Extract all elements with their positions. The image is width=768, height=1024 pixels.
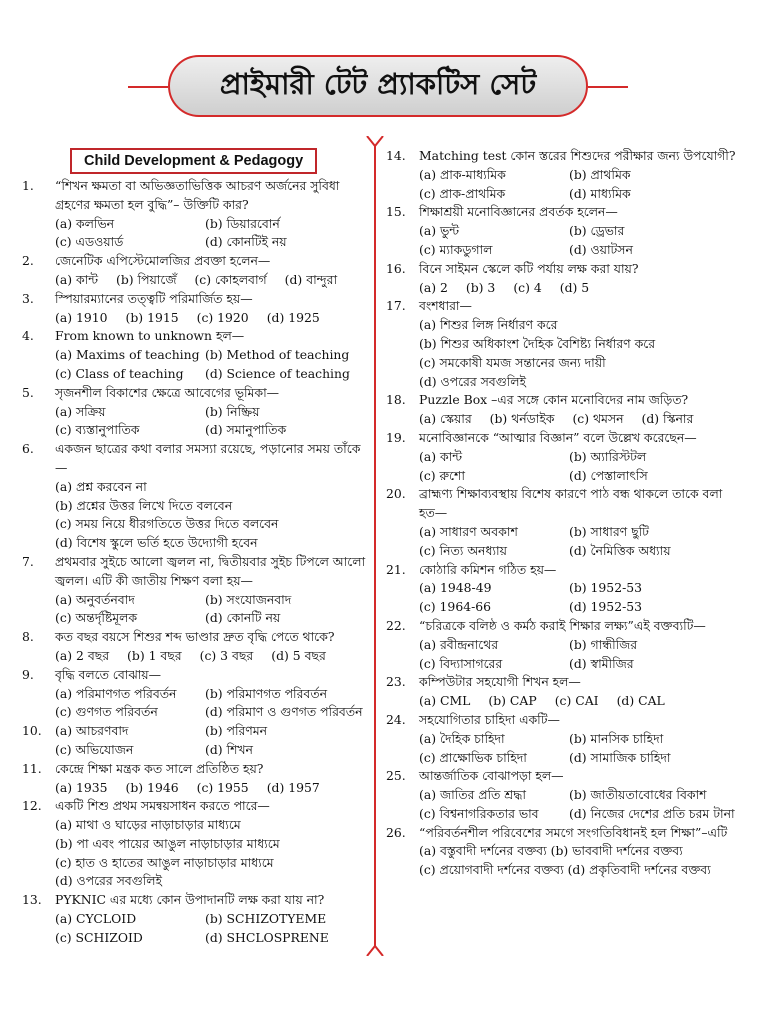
question-option: (b) ডিয়ারবোর্ন: [205, 215, 280, 231]
question-option: (c) 1955: [196, 779, 249, 795]
question-option: (b) 1946: [125, 779, 179, 795]
question-number: 21.: [386, 561, 406, 577]
question-option: (c) হাত ও হাতের আঙুল নাড়াচাড়ার মাধ্যমে: [55, 854, 274, 870]
question-item: [22, 327, 367, 383]
question-options: [22, 816, 367, 891]
question-option: (a) কান্ট: [419, 448, 463, 464]
question-item: [22, 177, 367, 252]
question-options: [386, 222, 736, 260]
question-number: 7.: [22, 553, 34, 569]
question-text: (a) আচরণবাদ: [55, 723, 129, 739]
question-option: (d) পেস্তালাৎসি: [569, 467, 648, 483]
question-option: (a) দৈহিক চাহিদা: [419, 730, 505, 746]
question-option: (d) CAL: [616, 693, 665, 709]
question-text: Puzzle Box –এর সঙ্গে কোন মনোবিদের নাম জড়িত?: [419, 392, 689, 408]
question-option: (a) পরিমাণগত পরিবর্তন: [55, 685, 177, 701]
question-row: [386, 297, 736, 316]
question-row: [386, 485, 736, 523]
question-option: (a) সাধারণ অবকাশ: [419, 523, 518, 539]
question-options: [22, 478, 367, 553]
question-text: “পরিবর্তনশীল পরিবেশের সমগে সংগতিবিধানই হল শিক্ষা”–এটি: [419, 824, 728, 840]
question-option: (d) পরিমাণ ও গুণগত পরিবর্তন: [205, 704, 363, 720]
question-text: কেন্দ্রে শিক্ষা মন্ত্রক কত সালে প্রতিষ্ঠিত হয়?: [55, 760, 264, 776]
question-item: [386, 561, 736, 617]
question-option: (b) Method of teaching: [205, 347, 350, 363]
question-item: [22, 666, 367, 722]
question-option: (d) 5 বছর: [271, 647, 326, 663]
question-options: [22, 346, 367, 384]
question-option: (b) গান্ধীজির: [569, 636, 638, 652]
question-text: একটি শিশু প্রথম সমন্বয়সাধন করতে পারে—: [55, 798, 270, 814]
question-row: [22, 177, 367, 215]
question-option: (b) শিশুর অধিকাংশ দৈহিক বৈশিষ্ট্য নির্ধারণ করে: [419, 335, 656, 351]
question-option: (b) পরিমাণগত পরিবর্তন: [205, 685, 327, 701]
left-column: [22, 148, 367, 948]
question-row: [22, 327, 367, 346]
question-number: 8.: [22, 629, 34, 645]
question-text: কম্পিউটার সহযোগী শিখন হল—: [419, 674, 581, 690]
question-options: [386, 523, 736, 561]
question-option: (c) 1920: [196, 309, 249, 325]
question-row: [22, 891, 367, 910]
question-text: শিক্ষাশ্রয়ী মনোবিজ্ঞানের প্রবর্তক হলেন—: [419, 204, 618, 220]
question-row: [386, 391, 736, 410]
question-option: (c) বিদ্যাসাগরের: [419, 655, 503, 671]
question-text: সহযোগিতার চাহিদা একটি—: [419, 711, 560, 727]
question-option: (b) সাধারণ ছুটি: [569, 523, 649, 539]
question-option: (d) সমানুপাতিক: [205, 422, 287, 438]
question-option: (b) মানসিক চাহিদা: [569, 730, 664, 746]
question-option: (d) সামাজিক চাহিদা: [569, 749, 671, 765]
question-option: (b) অ্যারিস্টটল: [569, 448, 647, 464]
question-option: (c) থমসন: [572, 411, 624, 427]
question-option: (d) বান্দুরা: [284, 271, 338, 287]
question-options: [22, 403, 367, 441]
question-option: (d) 1925: [266, 309, 320, 325]
question-option: (a) 2: [419, 279, 448, 295]
question-item: [22, 722, 367, 760]
question-option: (a) 1910: [55, 309, 108, 325]
question-text: কত বছর বয়সে শিশুর শব্দ ভাণ্ডার দ্রুত বৃদ্ধি পেতে থাকে?: [55, 629, 335, 645]
question-option: (c) প্রয়োগবাদী দর্শনের বক্তব্য (d) প্রকৃতিবাদী দর্শনের বক্তব্য: [419, 862, 711, 878]
question-item: [386, 673, 736, 711]
question-option: (a) Maxims of teaching: [55, 347, 200, 363]
question-option: (a) 1935: [55, 779, 108, 795]
question-options: [22, 779, 367, 798]
question-options: [22, 741, 367, 760]
question-option: (b) প্রাথমিক: [569, 166, 631, 182]
question-option: (d) স্বামীজির: [569, 655, 634, 671]
question-text: স্পিয়ারম্যানের তত্ত্বটি পরিমার্জিত হয়—: [55, 290, 253, 306]
question-option: (a) অনুবর্তনবাদ: [55, 591, 135, 607]
question-number: 16.: [386, 260, 406, 276]
question-option: (d) 5: [559, 279, 590, 295]
question-option: (b) জাতীয়তাবোধের বিকাশ: [569, 787, 707, 803]
question-text: কোঠারি কমিশন গঠিত হয়—: [419, 561, 557, 577]
question-item: [386, 617, 736, 673]
question-item: [22, 628, 367, 666]
question-number: 19.: [386, 429, 406, 445]
column-divider-line: [365, 136, 385, 956]
question-option: (c) সময় নিয়ে ধীরগতিতে উত্তর দিতে বলবেন: [55, 516, 279, 532]
question-option: (c) SCHIZOID: [55, 929, 143, 945]
question-row: [386, 711, 736, 730]
question-text: একজন ছাত্রের কথা বলার সমস্যা রয়েছে, পড়ানোর সময় তাঁকে—: [55, 441, 361, 475]
question-option: (a) স্কেয়ার: [419, 411, 472, 427]
question-text: সৃজনশীল বিকাশের ক্ষেত্রে আবেগের ভূমিকা—: [55, 384, 280, 400]
question-text: আন্তর্জাতিক বোঝাপড়া হল—: [419, 768, 564, 784]
question-item: [386, 429, 736, 485]
question-option: (c) কোহলবার্গ: [194, 271, 267, 287]
question-item: [22, 891, 367, 947]
question-text: বৃদ্ধি বলতে বোঝায়—: [55, 666, 161, 682]
question-number: 25.: [386, 768, 406, 784]
question-number: 12.: [22, 798, 42, 814]
question-number: 3.: [22, 290, 34, 306]
question-item: [386, 203, 736, 259]
question-options: [22, 685, 367, 723]
question-number: 17.: [386, 298, 406, 314]
question-option: (c) বিশ্বনাগরিকতার ভাব: [419, 805, 539, 821]
question-option: (c) অন্তর্দৃষ্টিমূলক: [55, 610, 138, 626]
question-text: “চরিত্রকে বলিষ্ঠ ও কর্মঠ করাই শিক্ষার লক্ষ্য”এই বক্তব্যটি—: [419, 617, 706, 633]
question-number: 22.: [386, 617, 406, 633]
question-option: (a) সক্রিয়: [55, 403, 106, 419]
question-number: 24.: [386, 711, 406, 727]
question-text: মনোবিজ্ঞানকে “আত্মার বিজ্ঞান” বলে উল্লেখ করেছেন—: [419, 429, 697, 445]
question-option: (d) SHCLOSPRENE: [205, 929, 329, 945]
question-number: 2.: [22, 253, 34, 269]
question-number: 5.: [22, 384, 34, 400]
question-item: [386, 147, 736, 203]
question-number: 11.: [22, 760, 42, 776]
question-item: [22, 252, 367, 290]
question-option: (b) নিষ্ক্রিয়: [205, 403, 260, 419]
question-option: (a) 2 বছর: [55, 647, 110, 663]
question-row: [386, 203, 736, 222]
question-option: (a) CYCLOID: [55, 911, 137, 927]
question-option: (c) রুশো: [419, 467, 465, 483]
question-row: [22, 666, 367, 685]
header-rule-left: [128, 86, 168, 88]
question-number: 13.: [22, 892, 42, 908]
question-text: বংশধারা—: [419, 298, 472, 314]
question-number: 1.: [22, 178, 34, 193]
question-option: (b) 1915: [125, 309, 179, 325]
question-row: [386, 561, 736, 580]
question-row: [22, 628, 367, 647]
question-options: [386, 316, 736, 391]
question-item: [22, 290, 367, 328]
question-option: (c) নিত্য অনধ্যায়: [419, 542, 507, 558]
question-option: (c) ম্যাকডুগাল: [419, 241, 493, 257]
question-option: (a) 1948-49: [419, 580, 492, 596]
question-number: 14.: [386, 148, 406, 163]
question-option: (a) বস্তুবাদী দর্শনের বক্তব্য (b) ভাববাদী দর্শনের বক্তব্য: [419, 843, 683, 859]
question-option: (d) 1952-53: [569, 599, 643, 615]
question-number: 26.: [386, 824, 406, 840]
question-option: (d) নৈমিত্তিক অধ্যায়: [569, 542, 671, 558]
question-options: [22, 910, 367, 948]
question-item: [386, 767, 736, 823]
question-options: [386, 166, 736, 204]
question-option: (d) মাধ্যমিক: [569, 185, 631, 201]
question-options: [386, 730, 736, 768]
question-option: (a) মাথা ও ঘাড়ের নাড়াচাড়ার মাধ্যমে: [55, 817, 241, 833]
question-option: (d) বিশেষ স্কুলে ভর্তি হতে উদ্যোগী হবেন: [55, 535, 258, 551]
question-option: (d) কোনটিই নয়: [205, 234, 287, 250]
question-options: [22, 309, 367, 328]
question-item: [22, 384, 367, 440]
question-option: (c) অভিযোজন: [55, 741, 134, 757]
question-number: 20.: [386, 486, 406, 502]
question-options: [386, 448, 736, 486]
question-text: Matching test কোন স্তরের শিশুদের পরীক্ষার জন্য উপযোগী?: [419, 148, 736, 163]
question-row: [386, 673, 736, 692]
question-item: [386, 485, 736, 560]
question-number: 6.: [22, 441, 34, 457]
question-option: (c) 4: [513, 279, 542, 295]
question-item: [22, 797, 367, 891]
question-options: [386, 842, 736, 880]
question-option: (c) 3 বছর: [199, 647, 254, 663]
question-item: [22, 440, 367, 553]
question-option: (d) ওপরের সবগুলিই: [55, 873, 162, 889]
question-text: ব্রাহ্মণ্য শিক্ষাব্যবস্থায় বিশেষ কারণে পাঠ বন্ধ থাকলে তাকে বলা হত—: [419, 486, 723, 521]
question-row: [386, 147, 736, 166]
question-row: [22, 760, 367, 779]
question-row: [22, 290, 367, 309]
column-divider: [373, 136, 376, 956]
question-option: (b) SCHIZOTYEME: [205, 911, 327, 927]
question-option: (c) প্রাক্ষোভিক চাহিদা: [419, 749, 527, 765]
question-item: [22, 760, 367, 798]
question-option: (b) ড্রেভার: [569, 223, 625, 239]
question-number: 10.: [22, 723, 42, 739]
question-item: [386, 260, 736, 298]
question-option: (d) ওপরের সবগুলিই: [419, 373, 526, 389]
question-row: [22, 553, 367, 591]
question-number: 18.: [386, 392, 406, 408]
question-option: (c) প্রাক-প্রাথমিক: [419, 185, 506, 201]
question-options: [386, 410, 736, 429]
question-option: (c) সমকোষী যমজ সন্তানের জন্য দায়ী: [419, 354, 606, 370]
question-option: (d) 1957: [266, 779, 320, 795]
question-option: (b) সংযোজনবাদ: [205, 591, 292, 607]
question-options: [386, 692, 736, 711]
question-row: [386, 617, 736, 636]
question-option: (a) জাতির প্রতি শ্রদ্ধা: [419, 787, 526, 803]
question-option: (b) থর্নডাইক: [489, 411, 555, 427]
question-option: (d) নিজের দেশের প্রতি চরম টানা: [569, 805, 735, 821]
page-title: প্রাইমারী টেট প্র্যাকটিস সেট: [219, 66, 537, 101]
question-option: (b) প্রশ্নের উত্তর লিখে দিতে বলবেন: [55, 497, 233, 513]
question-option: (d) কোনটি নয়: [205, 610, 281, 626]
question-number: 4.: [22, 328, 34, 344]
question-item: [22, 553, 367, 628]
question-options: [386, 636, 736, 674]
question-option: (b) পিয়াজেঁ: [116, 271, 177, 287]
question-option: (c) CAI: [554, 693, 599, 709]
question-text: From known to unknown হল—: [55, 328, 245, 344]
question-text: প্রথমবার সুইচে আলো জ্বলল না, দ্বিতীয়বার সুইচ টিপলে আলো জ্বলল। এটি কী জাতীয় শিক্ষণ বলা হয়—: [55, 553, 366, 588]
question-option: (c) গুণগত পরিবর্তন: [55, 704, 158, 720]
question-options: [22, 647, 367, 666]
question-number: 15.: [386, 204, 406, 220]
question-option: (d) Science of teaching: [205, 365, 350, 381]
question-row: [386, 824, 736, 843]
section-title: Child Development & Pedagogy: [70, 148, 317, 174]
question-row: [386, 260, 736, 279]
question-option: (d) স্কিনার: [641, 411, 694, 427]
question-option: (b) 1952-53: [569, 580, 643, 596]
question-option: (a) প্রশ্ন করবেন না: [55, 478, 147, 494]
question-options: [386, 579, 736, 617]
question-number: 23.: [386, 674, 406, 690]
question-option: (b) 3: [465, 279, 496, 295]
question-option: (b) পরিণমন: [205, 723, 268, 739]
question-option: (a) ভুন্ট: [419, 223, 459, 239]
question-option: (b) 1 বছর: [127, 647, 182, 663]
question-option: (c) Class of teaching: [55, 365, 184, 381]
question-option: (c) এডওয়ার্ড: [55, 234, 124, 250]
question-text: জেনেটিক এপিস্টেমোলজির প্রবক্তা হলেন—: [55, 253, 271, 269]
question-options: [22, 215, 367, 253]
question-options: [22, 591, 367, 629]
question-option: (a) রবীন্দ্রনাথের: [419, 636, 499, 652]
question-option: (a) CML: [419, 693, 471, 709]
question-number: 9.: [22, 666, 34, 682]
question-option: (d) শিখন: [205, 741, 253, 757]
question-option: (c) 1964-66: [419, 599, 492, 615]
question-options: [386, 786, 736, 824]
question-item: [386, 711, 736, 767]
page-title-banner: [168, 55, 588, 117]
question-row: [22, 440, 367, 478]
question-row: [386, 429, 736, 448]
question-option: (a) কান্ট: [55, 271, 99, 287]
question-row: [22, 384, 367, 403]
question-item: [386, 297, 736, 391]
question-option: (b) CAP: [488, 693, 537, 709]
question-row: [386, 767, 736, 786]
question-option: (a) কলভিন: [55, 215, 115, 231]
question-option: (a) শিশুর লিঙ্গ নির্ধারণ করে: [419, 317, 558, 333]
question-options: [386, 279, 736, 298]
question-option: (a) প্রাক-মাধ্যমিক: [419, 166, 506, 182]
question-options: [22, 271, 367, 290]
right-column: [386, 147, 736, 880]
question-option: (c) ব্যস্তানুপাতিক: [55, 422, 140, 438]
question-item: [386, 824, 736, 880]
question-text: বিনে সাইমন স্কেলে কটি পর্যায় লক্ষ করা যায়?: [419, 260, 639, 276]
question-option: (b) পা এবং পায়ের আঙুল নাড়াচাড়ার মাধ্যমে: [55, 835, 280, 851]
question-text: PYKNIC এর মধ্যে কোন উপাদানটি লক্ষ করা যায় না?: [55, 892, 325, 908]
question-row: [22, 797, 367, 816]
question-option: (d) ওয়াটসন: [569, 241, 633, 257]
header-rule-right: [588, 86, 628, 88]
question-row: [22, 252, 367, 271]
question-item: [386, 391, 736, 429]
question-text: “শিখন ক্ষমতা বা অভিজ্ঞতাভিত্তিক আচরণ অর্জনের সুবিধা গ্রহণের ক্ষমতা হল বুদ্ধি”– উক্তিটি কার?: [55, 178, 340, 212]
question-row: [22, 722, 367, 741]
